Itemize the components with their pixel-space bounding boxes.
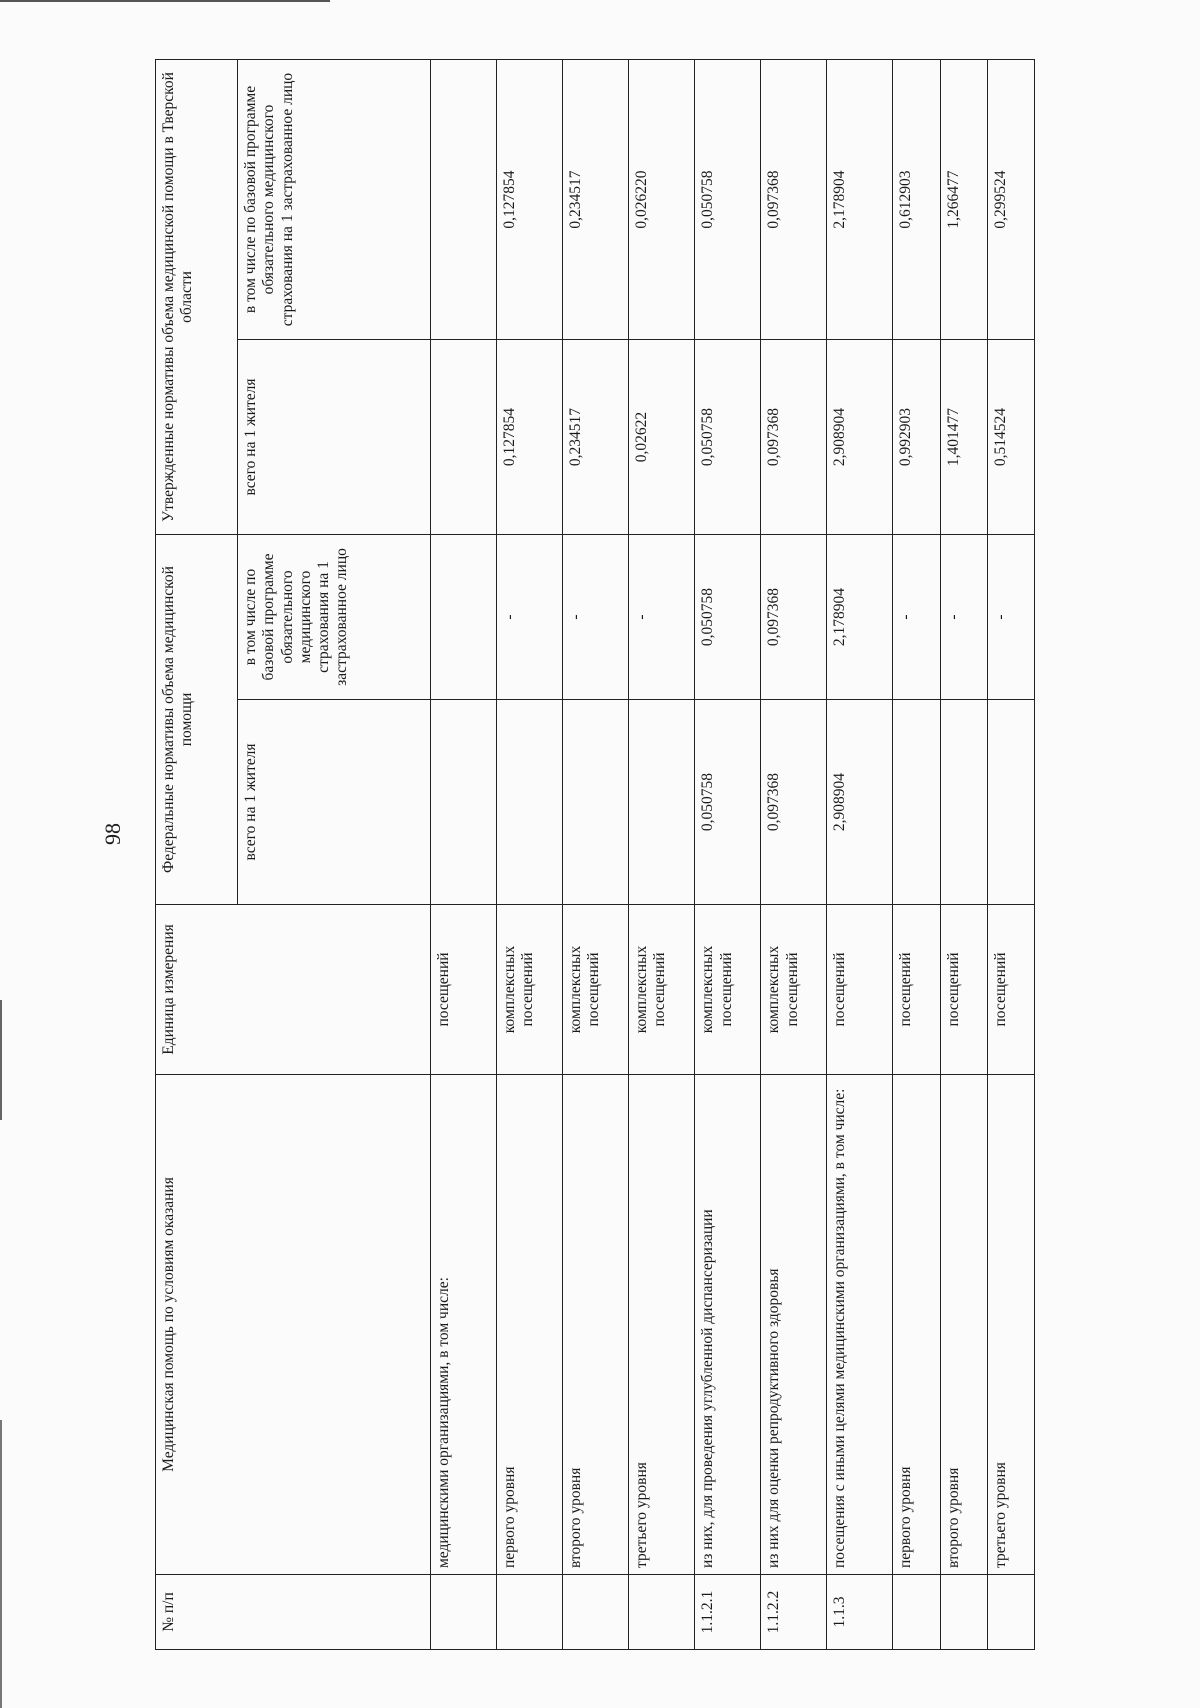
header-regional-total: всего на 1 жителя — [238, 340, 431, 535]
cell-reg-oms — [431, 60, 497, 340]
cell-care: первого уровня — [497, 1075, 563, 1575]
cell-fed-oms — [431, 535, 497, 700]
cell-fed-total — [629, 700, 695, 905]
cell-reg-oms: 1,266477 — [940, 60, 987, 340]
cell-reg-oms: 0,299524 — [987, 60, 1034, 340]
cell-reg-total: 0,127854 — [497, 340, 563, 535]
cell-care: третьего уровня — [987, 1075, 1034, 1575]
cell-fed-total — [497, 700, 563, 905]
cell-unit: комплексных посещений — [629, 905, 695, 1075]
table-row — [629, 60, 695, 1650]
cell-reg-total: 0,02622 — [629, 340, 695, 535]
cell-fed-total — [563, 700, 629, 905]
header-federal-total: всего на 1 жителя — [238, 700, 431, 905]
cell-unit: посещений — [987, 905, 1034, 1075]
cell-unit: посещений — [827, 905, 893, 1075]
cell-fed-oms: 0,050758 — [695, 535, 761, 700]
cell-num: 1.1.2.2 — [761, 1575, 827, 1650]
table-row — [940, 60, 987, 1650]
table-row — [563, 60, 629, 1650]
cell-reg-oms: 0,097368 — [761, 60, 827, 340]
scan-edge-top — [0, 0, 330, 2]
page-number: 98 — [100, 823, 125, 845]
cell-fed-oms: - — [629, 535, 695, 700]
header-federal-norms: Федеральные нормативы объема медицинской помощи — [156, 535, 238, 905]
cell-fed-total: 2,908904 — [827, 700, 893, 905]
header-num: № п/п — [156, 1575, 431, 1650]
table-row — [761, 60, 827, 1650]
header-regional-oms: в том числе по базовой программе обязательного медицинского страхования на 1 застрахованное лицо — [238, 60, 431, 340]
scan-edge-left — [0, 1000, 2, 1120]
cell-reg-total: 0,992903 — [893, 340, 940, 535]
cell-num — [940, 1575, 987, 1650]
cell-reg-total: 0,234517 — [563, 340, 629, 535]
cell-reg-oms: 0,612903 — [893, 60, 940, 340]
cell-unit: комплексных посещений — [761, 905, 827, 1075]
cell-reg-total: 0,097368 — [761, 340, 827, 535]
cell-care: второго уровня — [563, 1075, 629, 1575]
cell-care: третьего уровня — [629, 1075, 695, 1575]
cell-reg-total: 0,514524 — [987, 340, 1034, 535]
table-row — [497, 60, 563, 1650]
norms-table — [155, 59, 1035, 1650]
table-row — [431, 60, 497, 1650]
cell-care: второго уровня — [940, 1075, 987, 1575]
cell-reg-total — [431, 340, 497, 535]
cell-reg-total: 1,401477 — [940, 340, 987, 535]
cell-num — [987, 1575, 1034, 1650]
cell-reg-total: 2,908904 — [827, 340, 893, 535]
cell-unit: комплексных посещений — [695, 905, 761, 1075]
cell-care: медицинскими организациями, в том числе: — [431, 1075, 497, 1575]
cell-num — [497, 1575, 563, 1650]
table-row — [827, 60, 893, 1650]
cell-fed-total — [431, 700, 497, 905]
cell-reg-oms: 2,178904 — [827, 60, 893, 340]
cell-unit: посещений — [940, 905, 987, 1075]
cell-unit: комплексных посещений — [563, 905, 629, 1075]
cell-fed-oms: - — [497, 535, 563, 700]
header-care-conditions: Медицинская помощь по условиям оказания — [156, 1075, 431, 1575]
cell-fed-oms: - — [940, 535, 987, 700]
cell-num — [893, 1575, 940, 1650]
header-federal-oms: в том числе по базовой программе обязательного медицинского страхования на 1 застрахованное лицо — [238, 535, 431, 700]
cell-reg-total: 0,050758 — [695, 340, 761, 535]
cell-fed-oms: 2,178904 — [827, 535, 893, 700]
cell-reg-oms: 0,050758 — [695, 60, 761, 340]
cell-reg-oms: 0,234517 — [563, 60, 629, 340]
cell-fed-total — [893, 700, 940, 905]
cell-fed-oms: - — [987, 535, 1034, 700]
cell-num: 1.1.2.1 — [695, 1575, 761, 1650]
scan-edge-left-lower — [0, 1420, 2, 1708]
header-unit: Единица измерения — [156, 905, 431, 1075]
rotated-table-sheet — [155, 60, 1035, 1650]
cell-fed-total — [987, 700, 1034, 905]
table-row — [987, 60, 1034, 1650]
cell-care: посещения с иными целями медицинскими организациями, в том числе: — [827, 1075, 893, 1575]
header-regional-norms: Утвержденные нормативы объема медицинской помощи в Тверской области — [156, 60, 238, 535]
table-row — [893, 60, 940, 1650]
cell-num — [563, 1575, 629, 1650]
header-row-1 — [156, 60, 238, 1650]
cell-reg-oms: 0,026220 — [629, 60, 695, 340]
cell-unit: комплексных посещений — [497, 905, 563, 1075]
cell-care: из них для оценки репродуктивного здоровья — [761, 1075, 827, 1575]
cell-fed-total: 0,097368 — [761, 700, 827, 905]
cell-unit: посещений — [431, 905, 497, 1075]
cell-reg-oms: 0,127854 — [497, 60, 563, 340]
cell-fed-total — [940, 700, 987, 905]
cell-num — [431, 1575, 497, 1650]
table-row — [695, 60, 761, 1650]
cell-care: из них, для проведения углубленной диспансеризации — [695, 1075, 761, 1575]
cell-care: первого уровня — [893, 1075, 940, 1575]
cell-unit: посещений — [893, 905, 940, 1075]
cell-num — [629, 1575, 695, 1650]
cell-fed-oms: - — [893, 535, 940, 700]
cell-fed-total: 0,050758 — [695, 700, 761, 905]
cell-fed-oms: - — [563, 535, 629, 700]
cell-num: 1.1.3 — [827, 1575, 893, 1650]
cell-fed-oms: 0,097368 — [761, 535, 827, 700]
